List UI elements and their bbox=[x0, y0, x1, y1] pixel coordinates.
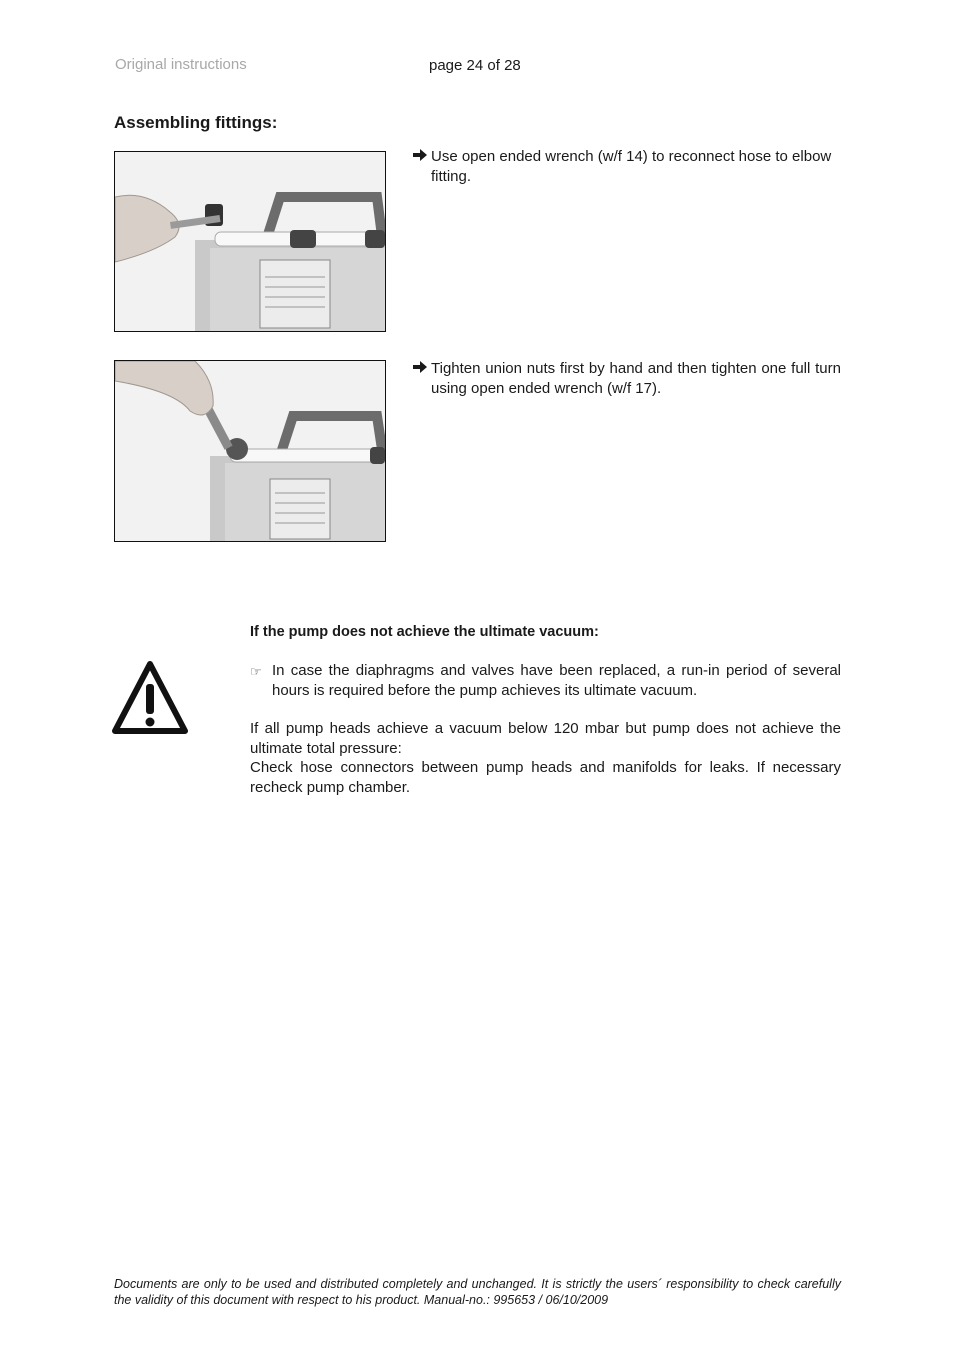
photo-reconnect-hose bbox=[114, 151, 386, 332]
warning-bullet bbox=[250, 661, 841, 701]
step-text: Use open ended wrench (w/f 14) to reconnect hose to elbow fitting. bbox=[431, 148, 832, 185]
step-item bbox=[413, 147, 841, 187]
pump-wrench-illustration-2 bbox=[115, 361, 385, 541]
header-document-type: Original instructions bbox=[115, 56, 247, 73]
pointing-hand-icon: ☞ bbox=[250, 664, 262, 679]
photo-tighten-union-nuts bbox=[114, 360, 386, 542]
footer-disclaimer: Documents are only to be used and distributed completely and unchanged. It is strictly the users´ responsibility to check carefully the validity of this document with respect to his product. Manual-no.: 995653 / 06/10/2009 bbox=[114, 1277, 841, 1307]
arrow-right-icon bbox=[413, 361, 427, 373]
warning-paragraph: If all pump heads achieve a vacuum below 120 mbar but pump does not achieve the ultimate total pressure: bbox=[250, 720, 841, 757]
page-number: page 24 of 28 bbox=[429, 57, 521, 74]
warning-triangle-icon bbox=[112, 660, 188, 736]
warning-title: If the pump does not achieve the ultimate vacuum: bbox=[250, 624, 599, 640]
step-text: Tighten union nuts first by hand and then tighten one full turn using open ended wrench (w/f 17). bbox=[431, 360, 841, 397]
warning-paragraph: Check hose connectors between pump heads and manifolds for leaks. If necessary recheck pump chamber. bbox=[250, 759, 841, 796]
pump-wrench-illustration-1 bbox=[115, 152, 385, 331]
section-title: Assembling fittings: bbox=[114, 113, 278, 132]
step-item bbox=[413, 359, 841, 399]
warning-bullet-text: In case the diaphragms and valves have been replaced, a run-in period of several hours is required before the pump achieves its ultimate vacuum. bbox=[272, 662, 841, 699]
arrow-right-icon bbox=[413, 149, 427, 161]
